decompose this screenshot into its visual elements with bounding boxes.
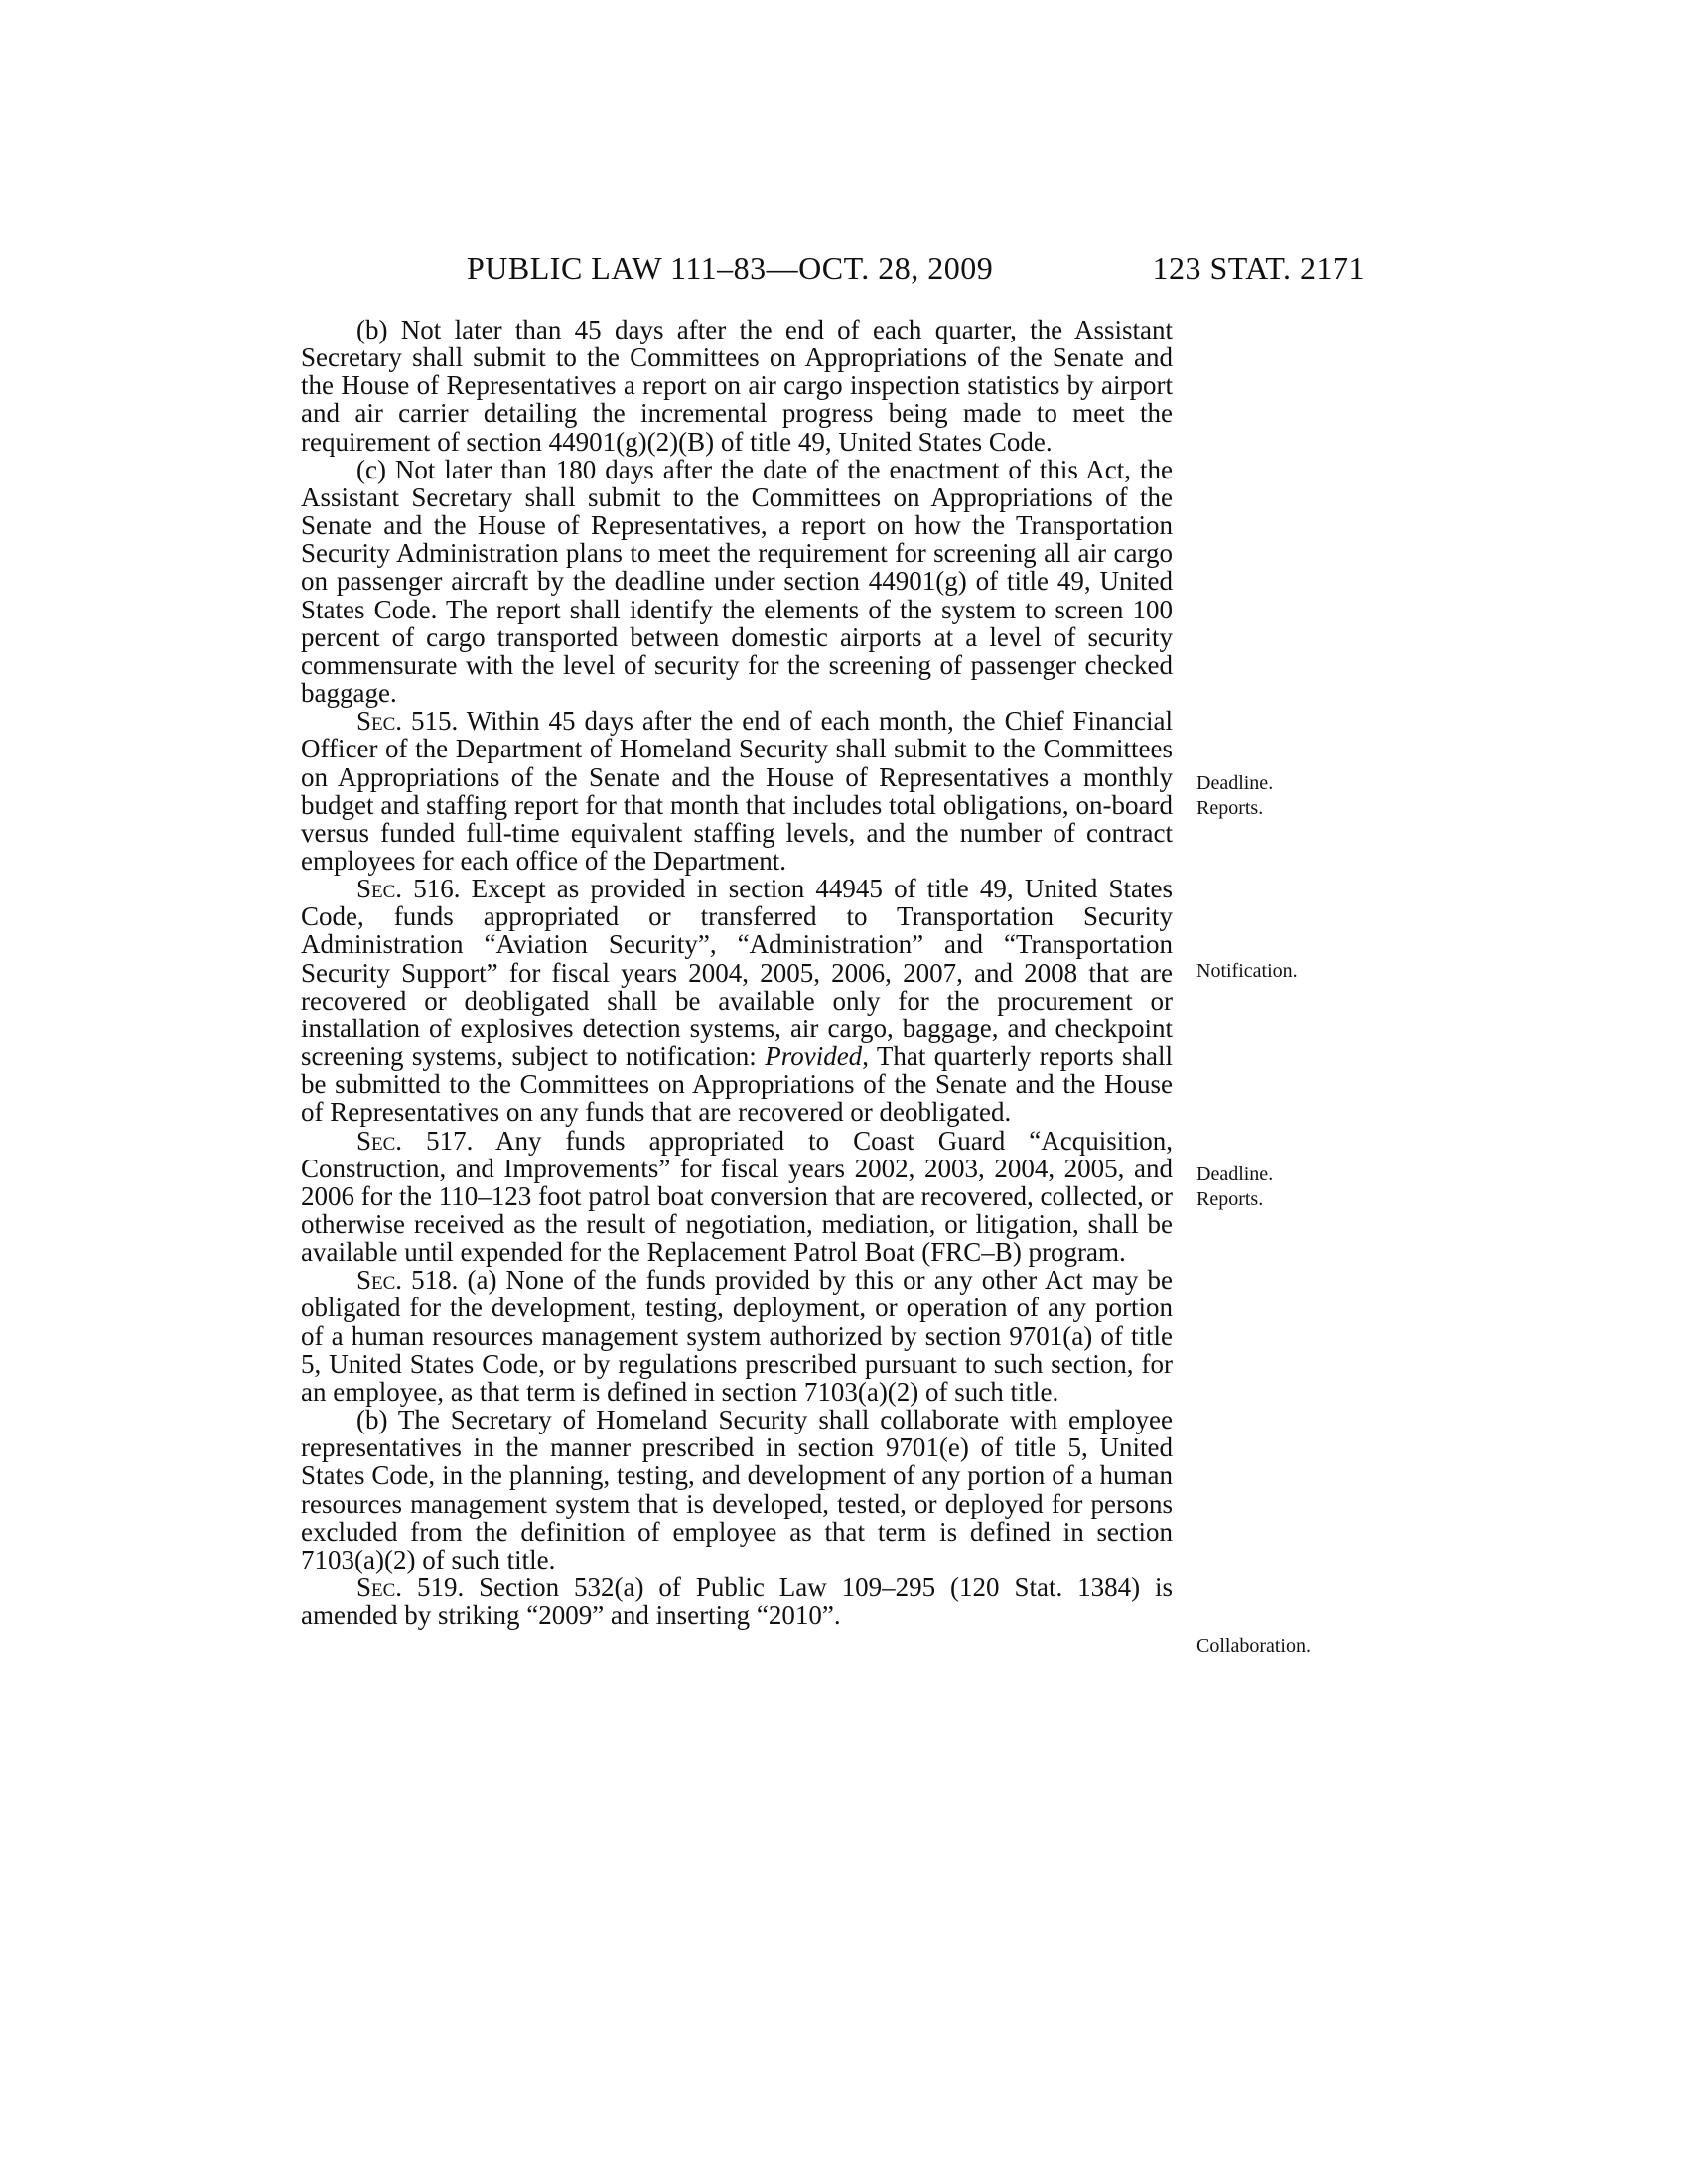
section-number: Sec. 517. [356, 1125, 474, 1156]
section-518a [301, 1266, 1173, 1406]
running-header-title: PUBLIC LAW 111–83—OCT. 28, 2009 [467, 250, 994, 286]
section-519 [301, 1573, 1173, 1629]
main-text-column [301, 316, 1173, 1629]
section-text: Within 45 days after the end of each month, the Chief Financial Officer of the Department of Homeland Security shall submit to the Committees on Appropriations of the Senate and the House of Representatives a monthly budget and staffing report for that month that includes total obligations, on-board versus funded full-time equivalent staffing levels, and the number of contract employees for each office of the Department. [301, 706, 1174, 876]
margin-note-deadline-2: Deadline. [1196, 1163, 1274, 1185]
margin-note-collaboration: Collaboration. [1196, 1635, 1311, 1657]
page-stat-number: 123 STAT. 2171 [1152, 250, 1365, 286]
provided-clause: Provided [765, 1041, 863, 1072]
margin-note-reports: Reports. [1196, 797, 1264, 819]
paragraph-518b: (b) The Secretary of Homeland Security shall collaborate with employee representatives in the manner prescribed in section 9701(e) of title 5, United States Code, in the planning, testing, and development of any portion of a human resources management system that is developed, tested, or deployed for persons excluded from the definition of employee as that term is defined in section 7103(a)(2) of such title. [301, 1405, 1173, 1574]
section-515 [301, 707, 1173, 875]
section-text: Any funds appropriated to Coast Guard “Acquisition, Construction, and Improvements” for fiscal years 2002, 2003, 2004, 2005, and 2006 for the 110–123 foot patrol boat conversion that are recovered, collected, or otherwise received as the result of negotiation, mediation, or litigation, shall be available until expended for the Replacement Patrol Boat (FRC–B) program. [301, 1125, 1174, 1268]
margin-note-reports-2: Reports. [1196, 1188, 1264, 1210]
section-517 [301, 1127, 1173, 1267]
section-number: Sec. 518. [356, 1265, 459, 1296]
paragraph-514b: (b) Not later than 45 days after the end of each quarter, the Assistant Secretary shall submit to the Committees on Appropriations of the Senate and the House of Representatives a report on air cargo inspection statistics by airport and air carrier detailing the incremental progress being made to meet the requirement of section 44901(g)(2)(B) of title 49, United States Code. [301, 315, 1173, 457]
section-number: Sec. 515. [356, 706, 459, 737]
section-text-continued: , That quarterly reports shall be submitted to the Committees on Appropriations of the Senate and the House of Representatives on any funds that are recovered or deobligated. [301, 1041, 1173, 1128]
margin-note-notification: Notification. [1196, 960, 1298, 982]
margin-note-deadline: Deadline. [1196, 772, 1274, 794]
section-text: Section 532(a) of Public Law 109–295 (120 Stat. 1384) is amended by striking “2009” and inserting “2010”. [301, 1572, 1174, 1631]
section-number: Sec. 516. [356, 874, 461, 904]
section-number: Sec. 519. [356, 1572, 465, 1603]
paragraph-514c: (c) Not later than 180 days after the date of the enactment of this Act, the Assistant Secretary shall submit to the Committees on Appropriations of the Senate and the House of Representatives, a report on how the Transportation Security Administration plans to meet the requirement for screening all air cargo on passenger aircraft by the deadline under section 44901(g) of title 49, United States Code. The report shall identify the elements of the system to screen 100 percent of cargo transported between domestic airports at a level of security commensurate with the level of security for the screening of passenger checked baggage. [301, 454, 1173, 709]
section-516 [301, 875, 1173, 1126]
section-text: (a) None of the funds provided by this or any other Act may be obligated for the development, testing, deployment, or operation of any portion of a human resources management system authorized by section 9701(a) of title 5, United States Code, or by regulations prescribed pursuant to such section, for an employee, as that term is defined in section 7103(a)(2) of such title. [301, 1265, 1174, 1407]
section-text: Except as provided in section 44945 of title 49, United States Code, funds appropriated or transferred to Transportation Security Administration “Aviation Security”, “Administration” and “Transportation Security Support” for fiscal years 2004, 2005, 2006, 2007, and 2008 that are recovered or deobligated shall be available only for the procurement or installation of explosives detection systems, air cargo, baggage, and checkpoint screening systems, subject to notification: [301, 874, 1174, 1072]
